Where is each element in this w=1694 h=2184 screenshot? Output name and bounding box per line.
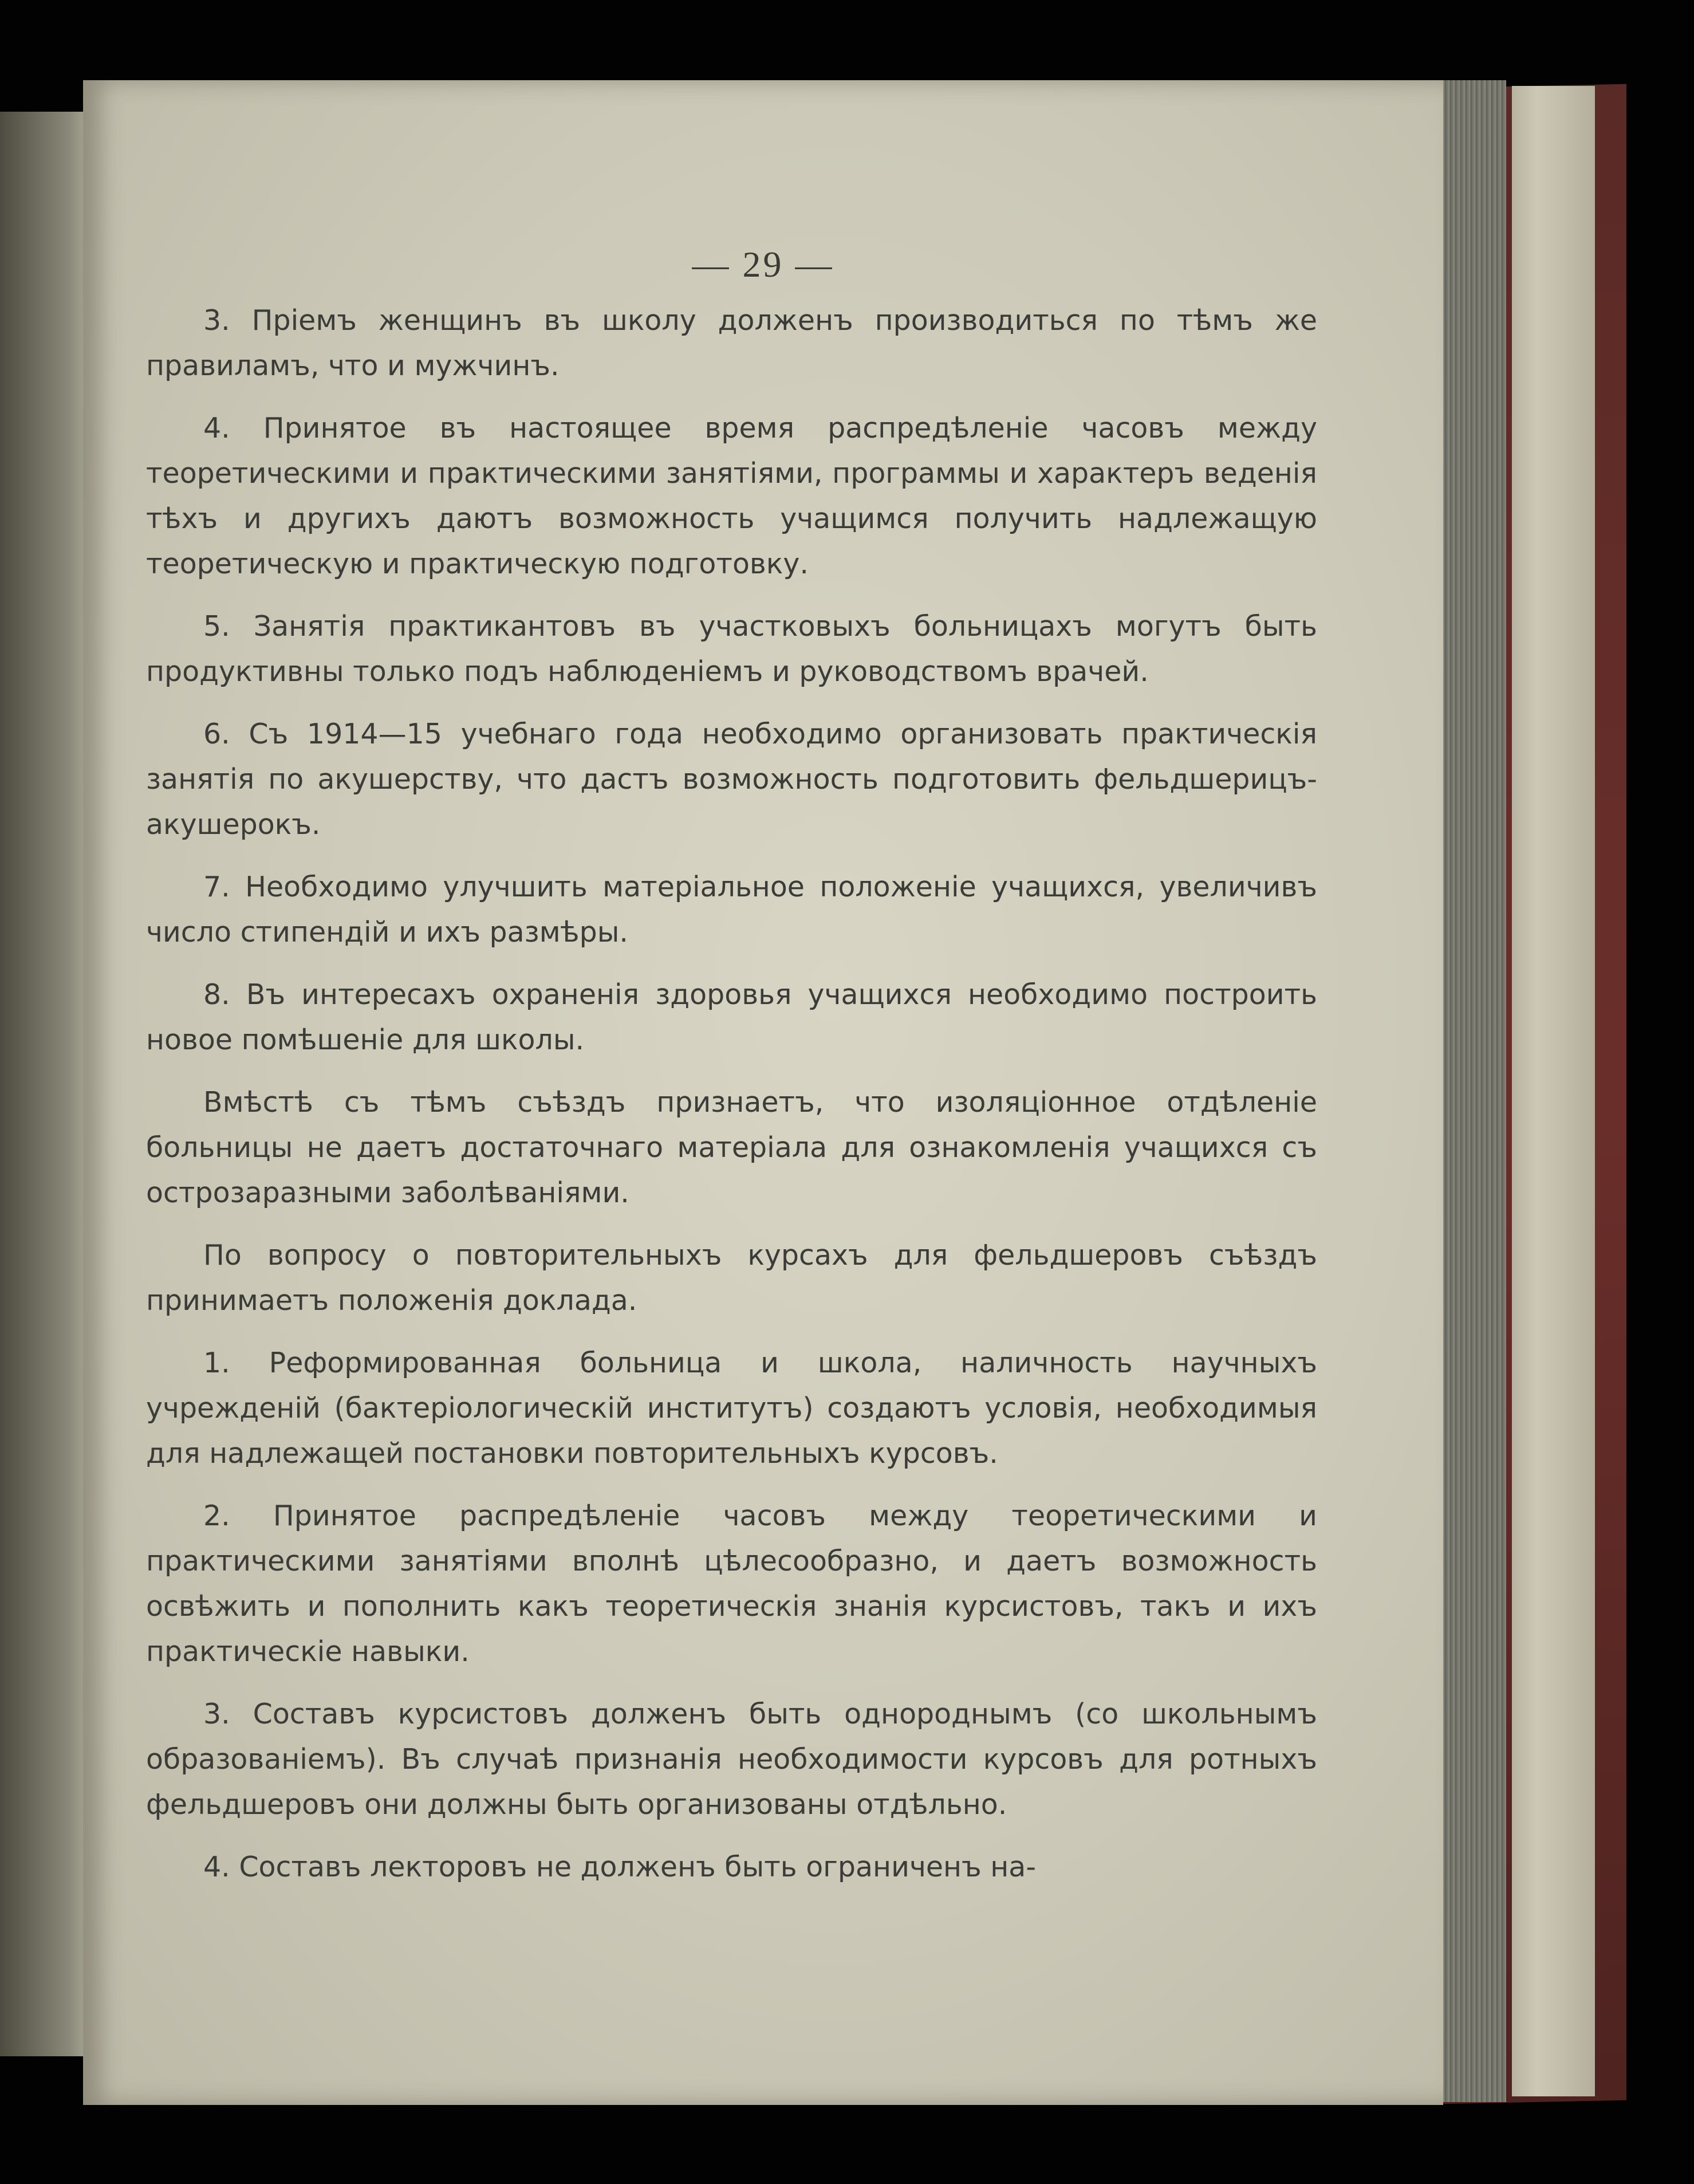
page-number: — 29 — [692,244,834,285]
paragraph: 3. Пріемъ женщинъ въ школу долженъ производиться по тѣмъ же правиламъ, что и мужчинъ. [146,304,1317,382]
previous-page-edge [0,112,86,2056]
paragraph: 4. Принятое въ настоящее время распредѣленіе часовъ между теоретическими и практическими занятіями, программы и характеръ веденія тѣхъ и другихъ даютъ возможность учащимся получить надлежащую теоретическую и практическую подготовку. [146,412,1317,580]
book-page [83,80,1443,2105]
paragraph: 2. Принятое распредѣленіе часовъ между теоретическими и практическими занятіями вполнѣ цѣлесообразно, и даетъ возможность освѣжить и пополнить какъ теоретическія знанія курсистовъ, такъ и ихъ практическіе навыки. [146,1500,1317,1668]
paragraph: 8. Въ интересахъ охраненія здоровья учащихся необходимо построить новое помѣшеніе для школы. [146,978,1317,1056]
paragraph: 7. Необходимо улучшить матеріальное положеніе учащихся, увеличивъ число стипендій и ихъ размѣры. [146,871,1317,949]
paragraph: 6. Съ 1914—15 учебнаго года необходимо организовать практическія занятія по акушерству, что дастъ возможность подготовить фельдшерицъ-акушерокъ. [146,718,1317,841]
page-block-side [1512,86,1595,2096]
paragraph: 3. Составъ курсистовъ долженъ быть однороднымъ (со школьнымъ образованіемъ). Въ случаѣ признанія необходимости курсовъ для ротныхъ фельдшеровъ они должны быть организованы отдѣльно. [146,1698,1317,1821]
paragraph: 4. Составъ лекторовъ не долженъ быть ограниченъ на- [203,1851,1037,1883]
paragraph: По вопросу о повторительныхъ курсахъ для фельдшеровъ съѣздъ принимаетъ положенія доклада. [146,1239,1317,1317]
paragraph: Вмѣстѣ съ тѣмъ съѣздъ признаетъ, что изоляціонное отдѣленіе больницы не даетъ достаточнаго матеріала для ознакомленія учащихся съ острозаразными заболѣваніями. [146,1086,1317,1209]
page-text [146,298,1317,1890]
paragraph: 5. Занятія практикантовъ въ участковыхъ больницахъ могутъ быть продуктивны только подъ наблюденіемъ и руководствомъ врачей. [146,610,1317,688]
paragraph: 1. Реформированная больница и школа, наличность научныхъ учрежденій (бактеріологическій институтъ) создаютъ условія, необходимыя для надлежащей постановки повторительныхъ курсовъ. [146,1347,1317,1470]
